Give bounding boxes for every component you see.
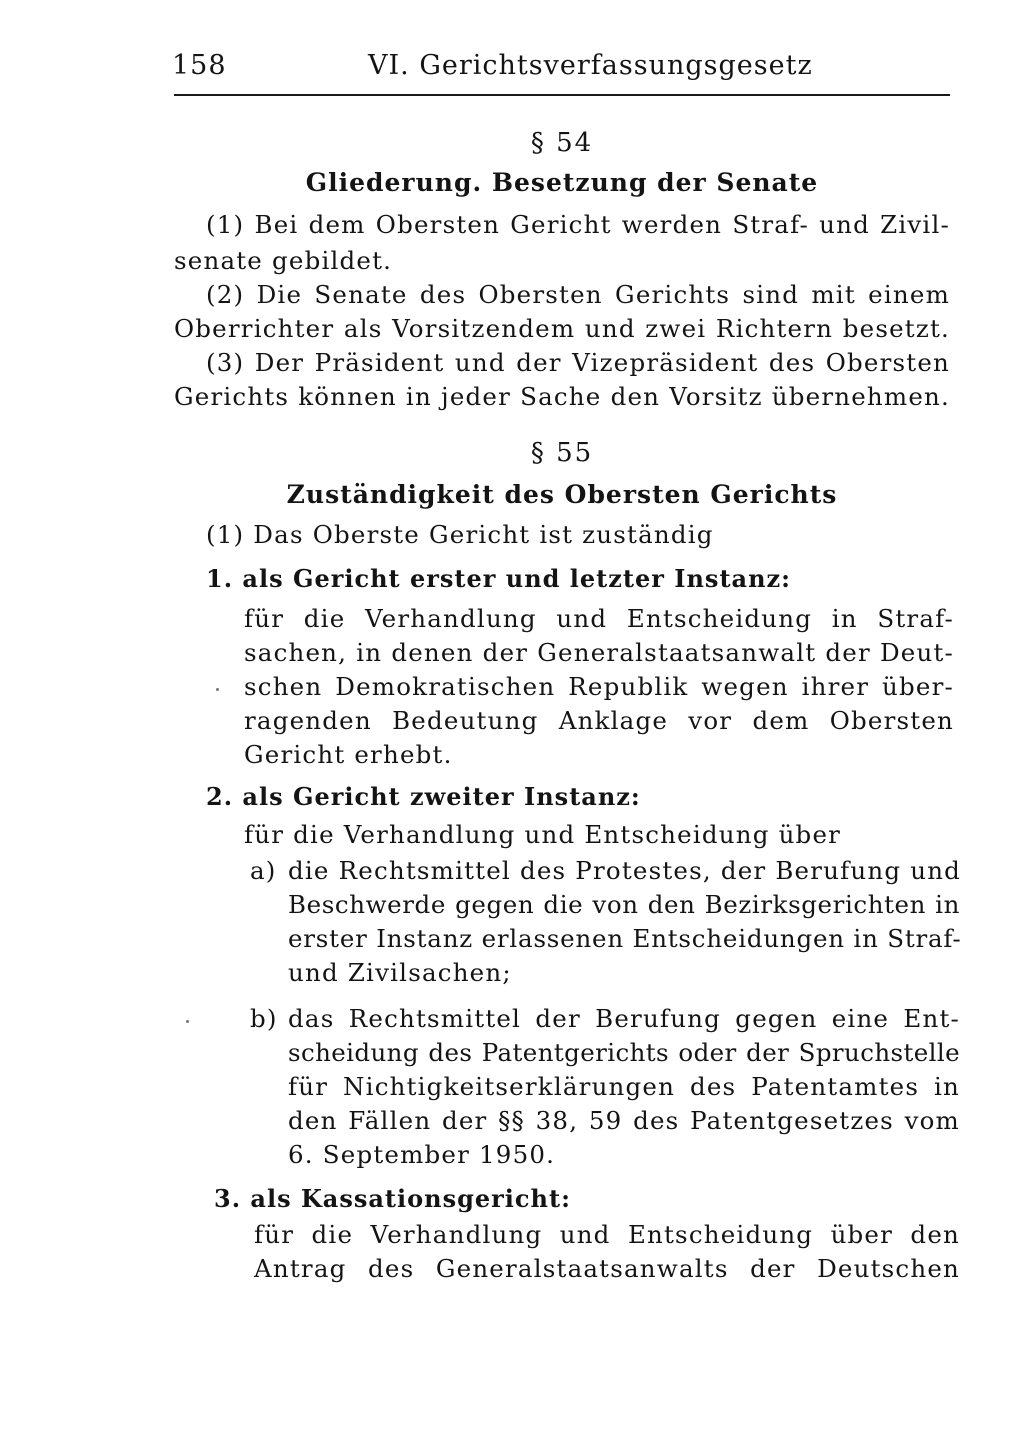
- item-1-line-3: schen Demokratischen Republik wegen ihrer über-: [244, 672, 954, 701]
- item-2a-line-2: Beschwerde gegen die von den Bezirksgerichten in: [288, 890, 960, 919]
- s54-line-2: senate gebildet.: [174, 246, 393, 275]
- item-2-intro: für die Verhandlung und Entscheidung über: [244, 820, 842, 849]
- item-1-line-5: Gericht erhebt.: [244, 740, 453, 769]
- item-3-line-2: Antrag des Generalstaatsanwalts der Deutschen: [254, 1254, 960, 1283]
- s54-line-5: (3) Der Präsident und der Vizepräsident des Obersten: [206, 348, 950, 377]
- s54-line-4: Oberrichter als Vorsitzendem und zwei Richtern besetzt.: [174, 314, 950, 343]
- item-1-line-1: für die Verhandlung und Entscheidung in Straf-: [244, 604, 954, 633]
- section-55-title: Zuständigkeit des Obersten Gerichts: [286, 480, 838, 509]
- item-2b-line-1: das Rechtsmittel der Berufung gegen eine Ent-: [288, 1004, 960, 1033]
- item-2a-label: a): [250, 856, 277, 885]
- item-3-heading: 3. als Kassationsgericht:: [214, 1184, 571, 1213]
- section-54-number: § 54: [530, 128, 594, 158]
- item-1-line-2: sachen, in denen der Generalstaatsanwalt der Deut-: [244, 638, 954, 667]
- s55-intro: (1) Das Oberste Gericht ist zuständig: [206, 520, 714, 549]
- item-1-line-4: ragenden Bedeutung Anklage vor dem Obersten: [244, 706, 954, 735]
- page-header: [172, 50, 950, 90]
- s54-line-3: (2) Die Senate des Obersten Gerichts sind mit einem: [206, 280, 950, 309]
- s54-line-1: (1) Bei dem Obersten Gericht werden Straf- und Zivil-: [206, 210, 950, 239]
- item-2a-line-1: die Rechtsmittel des Protestes, der Berufung und: [288, 856, 962, 885]
- item-2a-line-3: erster Instanz erlassenen Entscheidungen in Straf-: [288, 924, 962, 953]
- section-55-number: § 55: [530, 438, 594, 468]
- scan-speck: [186, 1020, 189, 1023]
- s54-line-6: Gerichts können in jeder Sache den Vorsitz übernehmen.: [174, 382, 950, 411]
- section-54-title: Gliederung. Besetzung der Senate: [305, 168, 819, 197]
- item-2b-label: b): [250, 1004, 278, 1033]
- scan-speck: [216, 688, 219, 691]
- item-2-heading: 2. als Gericht zweiter Instanz:: [206, 782, 641, 811]
- running-head: VI. Gerichtsverfassungsgesetz: [368, 50, 813, 81]
- item-2a-line-4: und Zivilsachen;: [288, 958, 512, 987]
- item-3-line-1: für die Verhandlung und Entscheidung über den: [254, 1220, 960, 1249]
- page-number: 158: [172, 50, 227, 81]
- item-2b-line-2: scheidung des Patentgerichts oder der Spruchstelle: [288, 1038, 960, 1067]
- item-2b-line-5: 6. September 1950.: [288, 1140, 556, 1169]
- item-2b-line-3: für Nichtigkeitserklärungen des Patentamtes in: [288, 1072, 960, 1101]
- item-1-heading: 1. als Gericht erster und letzter Instanz:: [206, 564, 792, 593]
- item-2b-line-4: den Fällen der §§ 38, 59 des Patentgesetzes vom: [288, 1106, 960, 1135]
- header-rule: [174, 94, 950, 96]
